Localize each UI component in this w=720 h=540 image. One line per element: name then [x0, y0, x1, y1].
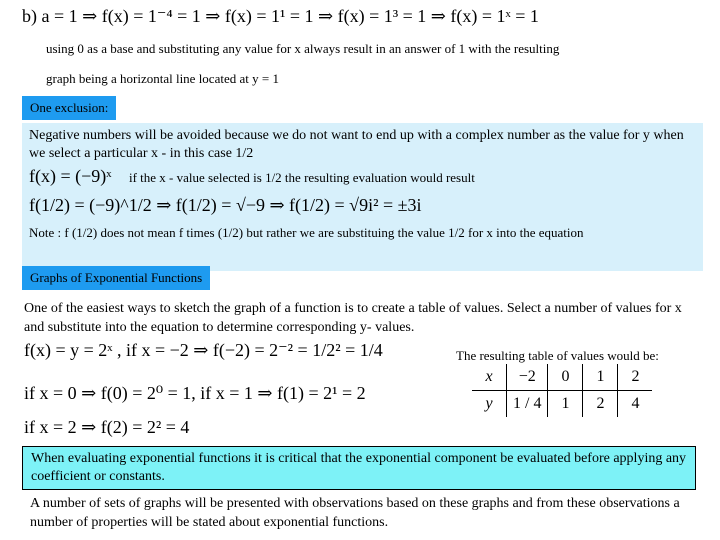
exclusion-text: Negative numbers will be avoided because we do not want to end up with a complex number as the value for y when we select a particular x - in this case 1/2 — [29, 128, 684, 161]
graphs-eq1: f(x) = y = 2ˣ , if x = −2 ⇒ f(−2) = 2⁻² = 1/2² = 1/4 — [24, 340, 383, 360]
graphs-eq2: if x = 0 ⇒ f(0) = 2⁰ = 1, if x = 1 ⇒ f(1) = 2¹ = 2 — [24, 383, 366, 403]
table-y-label: y — [472, 391, 507, 418]
values-table — [472, 364, 652, 417]
exclusion-fx: f(x) = (−9)ˣ — [29, 166, 112, 186]
exclusion-eval: f(1/2) = (−9)^1/2 ⇒ f(1/2) = √−9 ⇒ f(1/2) = √9i² = ±3i — [29, 195, 422, 215]
line-b-label: b) — [22, 6, 37, 26]
exclusion-label: One exclusion: — [22, 96, 116, 120]
line-b-expression: a = 1 ⇒ f(x) = 1⁻⁴ = 1 ⇒ f(x) = 1¹ = 1 ⇒ f(x) = 1³ = 1 ⇒ f(x) = 1ˣ = 1 — [41, 6, 539, 26]
closing-text: A number of sets of graphs will be presented with observations based on these graphs and from these observations a number of properties will be stated about exponential functions. — [30, 496, 680, 530]
exclusion-box — [22, 123, 703, 271]
graphs-eq3: if x = 2 ⇒ f(2) = 2² = 4 — [24, 417, 190, 437]
line-b — [22, 6, 539, 27]
intro-line-2: graph being a horizontal line located at y = 1 — [46, 71, 279, 86]
graphs-label: Graphs of Exponential Functions — [22, 266, 210, 290]
table-y-cell: 4 — [618, 391, 653, 418]
callout-box: When evaluating exponential functions it is critical that the exponential component be evaluated before applying any coefficient or constants. — [22, 446, 696, 490]
exclusion-note: Note : f (1/2) does not mean f times (1/2) but rather we are substituing the value 1/2 for x into the equation — [29, 225, 584, 240]
table-x-cell: 0 — [548, 364, 583, 391]
table-x-cell: 1 — [583, 364, 618, 391]
table-y-cell: 1 — [548, 391, 583, 418]
table-y-cell: 1 / 4 — [507, 391, 548, 418]
table-row-y — [472, 391, 652, 418]
table-y-cell: 2 — [583, 391, 618, 418]
table-x-cell: −2 — [507, 364, 548, 391]
exclusion-fx-note: if the x - value selected is 1/2 the resulting evaluation would result — [128, 170, 475, 185]
table-row-x — [472, 364, 652, 391]
table-x-label: x — [485, 368, 493, 385]
intro-line-1: using 0 as a base and substituting any value for x always result in an answer of 1 with the resulting — [46, 41, 560, 56]
table-x-cell: 2 — [618, 364, 653, 391]
table-caption: The resulting table of values would be: — [456, 348, 659, 363]
graphs-text: One of the easiest ways to sketch the graph of a function is to create a table of values. Select a number of values for x and substitute into the equation to determine corresponding y- values. — [24, 301, 682, 335]
